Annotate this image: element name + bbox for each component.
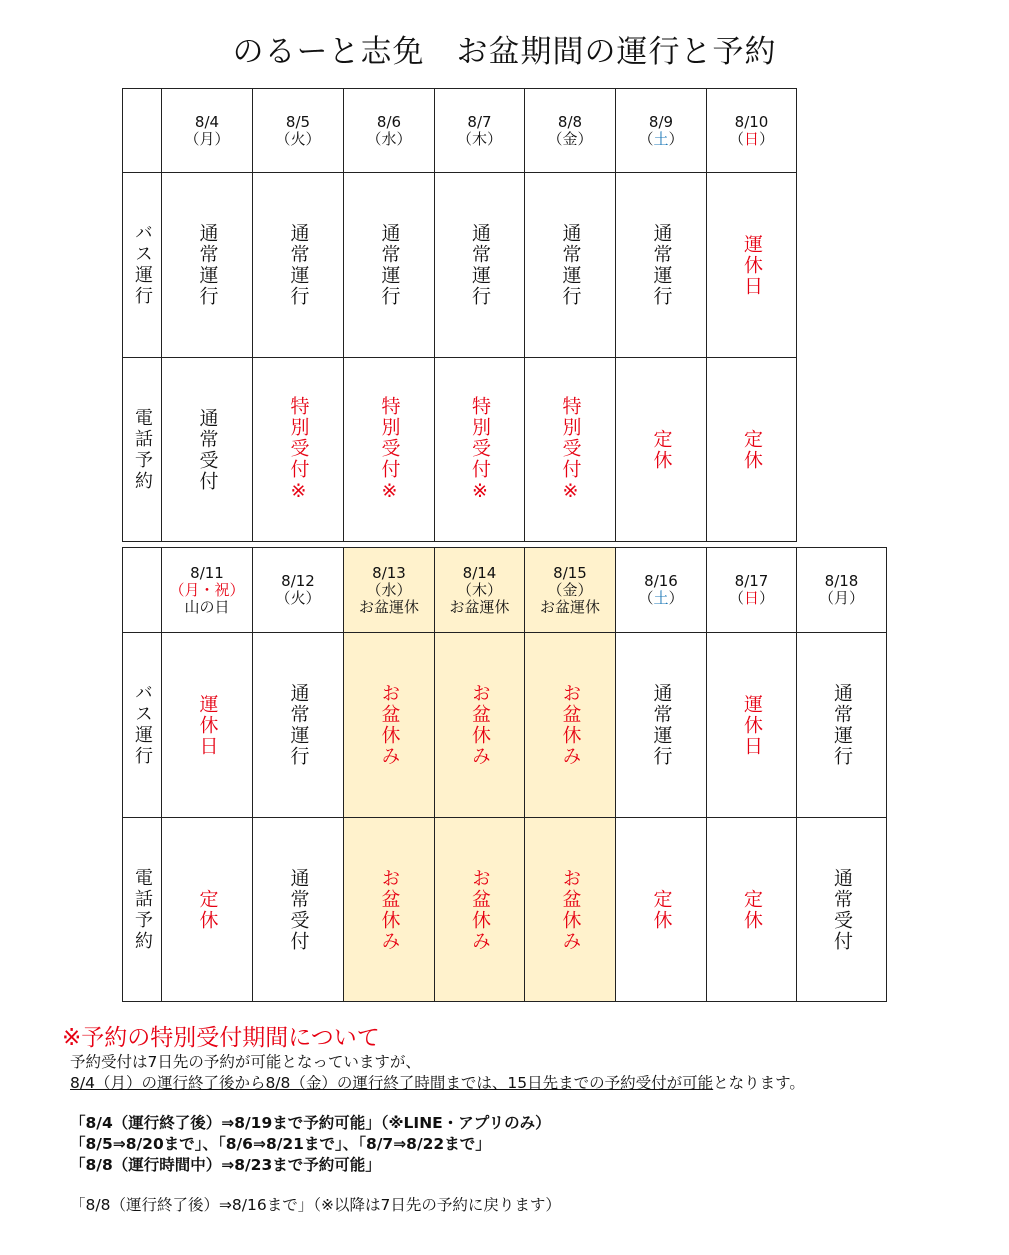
schedule-table-week2 [122, 547, 887, 1002]
corner-cell [123, 89, 162, 173]
bus-status-cell: お盆休み [525, 633, 616, 818]
phone-status-cell: 特別受付※ [435, 358, 525, 542]
phone-status-cell: 通常受付 [797, 818, 887, 1002]
bus-status-cell: 通常運行 [616, 173, 707, 358]
row-label-bus: バス運行 [123, 173, 162, 358]
phone-status-cell: 特別受付※ [253, 358, 344, 542]
phone-status-cell: お盆休み [435, 818, 525, 1002]
bus-status-cell: 通常運行 [435, 173, 525, 358]
bus-status-cell: 運休日 [707, 633, 797, 818]
notes-underlined-text: 8/4（月）の運行終了後から8/8（金）の運行終了時間までは、15日先までの予約受付が可能 [70, 1074, 714, 1092]
date-header: 8/9 （土） [616, 89, 707, 173]
date-header: 8/7 （木） [435, 89, 525, 173]
phone-status-cell: お盆休み [525, 818, 616, 1002]
corner-cell [123, 548, 162, 633]
row-label-phone: 電話予約 [123, 358, 162, 542]
date-header: 8/12 （火） [253, 548, 344, 633]
bus-status-cell: お盆休み [344, 633, 435, 818]
date-header: 8/18 （月） [797, 548, 887, 633]
date-header: 8/11 （月・祝） 山の日 [162, 548, 253, 633]
bus-status-cell: 通常運行 [253, 173, 344, 358]
phone-status-cell: 通常受付 [253, 818, 344, 1002]
phone-status-cell: 特別受付※ [344, 358, 435, 542]
bus-status-cell: 通常運行 [616, 633, 707, 818]
date-header: 8/10 （日） [707, 89, 797, 173]
notes-example: 「8/4（運行終了後）⇒8/19まで予約可能」（※LINE・アプリのみ） [70, 1114, 551, 1132]
phone-status-cell: お盆休み [344, 818, 435, 1002]
date-header: 8/14 （木） お盆運休 [435, 548, 525, 633]
phone-status-cell: 定休 [162, 818, 253, 1002]
notes-example: 「8/8（運行終了後）⇒8/16まで」（※以降は7日先の予約に戻ります） [70, 1196, 561, 1214]
notes-text: 8/4（月）の運行終了後から8/8（金）の運行終了時間までは、15日先までの予約受付が可能となります。 [70, 1074, 805, 1092]
phone-status-cell: 通常受付 [162, 358, 253, 542]
bus-status-cell: 通常運行 [797, 633, 887, 818]
phone-status-cell: 定休 [707, 358, 797, 542]
date-header: 8/16 （土） [616, 548, 707, 633]
date-header: 8/8 （金） [525, 89, 616, 173]
date-header: 8/6 （水） [344, 89, 435, 173]
phone-status-cell: 定休 [616, 358, 707, 542]
date-header: 8/17 （日） [707, 548, 797, 633]
notes-text: 予約受付は7日先の予約が可能となっていますが、 [70, 1053, 421, 1071]
phone-status-cell: 特別受付※ [525, 358, 616, 542]
row-label-bus: バス運行 [123, 633, 162, 818]
bus-status-cell: 通常運行 [525, 173, 616, 358]
phone-status-cell: 定休 [707, 818, 797, 1002]
bus-status-cell: 運休日 [707, 173, 797, 358]
notes-heading: ※予約の特別受付期間について [62, 1025, 380, 1051]
notes-example: 「8/5⇒8/20まで」、「8/6⇒8/21まで」、「8/7⇒8/22まで」 [70, 1135, 491, 1153]
bus-status-cell: 運休日 [162, 633, 253, 818]
phone-status-cell: 定休 [616, 818, 707, 1002]
row-label-phone: 電話予約 [123, 818, 162, 1002]
date-header: 8/15 （金） お盆運休 [525, 548, 616, 633]
date-header: 8/5 （火） [253, 89, 344, 173]
bus-status-cell: 通常運行 [344, 173, 435, 358]
page-title: のるーと志免 お盆期間の運行と予約 [232, 34, 777, 70]
date-header: 8/4 （月） [162, 89, 253, 173]
bus-status-cell: お盆休み [435, 633, 525, 818]
notes-example: 「8/8（運行時間中）⇒8/23まで予約可能」 [70, 1156, 381, 1174]
bus-status-cell: 通常運行 [162, 173, 253, 358]
date-header: 8/13 （水） お盆運休 [344, 548, 435, 633]
bus-status-cell: 通常運行 [253, 633, 344, 818]
schedule-table-week1 [122, 88, 797, 542]
special-reservation-notes [62, 1019, 992, 1216]
